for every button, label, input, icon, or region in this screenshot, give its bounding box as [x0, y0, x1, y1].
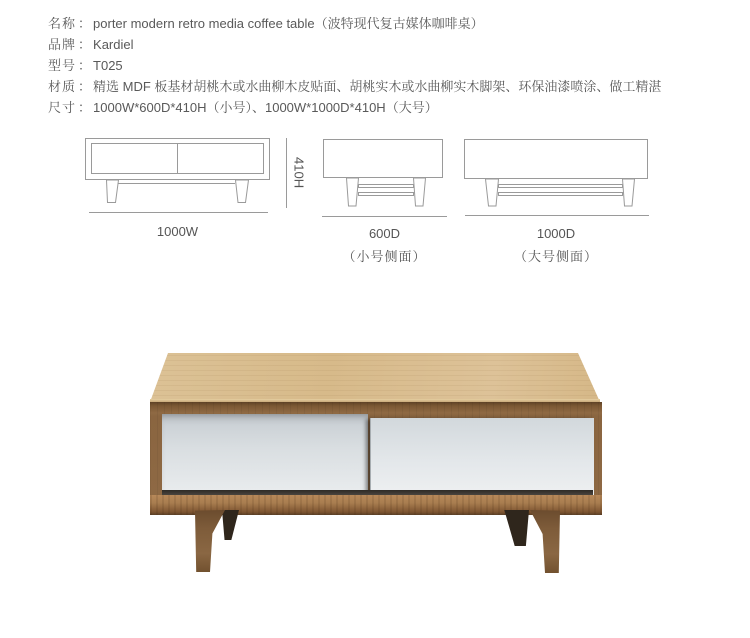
side-small-width-label: 600D	[368, 226, 401, 241]
spec-value: 精选 MDF 板基材胡桃木或水曲柳木皮贴面、胡桃实木或水曲柳实木脚架、环保油漆喷涂、做工精湛	[93, 79, 662, 94]
spec-row-size	[48, 97, 661, 118]
spec-separator: ：	[78, 58, 92, 73]
back-right-leg-shadow	[503, 510, 529, 546]
right-leg-outline	[236, 180, 249, 203]
spec-separator: ：	[78, 16, 92, 31]
spec-value: 1000W*600D*410H（小号）、1000W*1000D*410H（大号）	[93, 100, 438, 115]
left-leg-outline	[486, 179, 499, 206]
spec-label: 材质	[48, 79, 77, 94]
spec-separator: ：	[78, 100, 92, 115]
spec-value: T025	[93, 58, 123, 73]
spec-row-name	[48, 13, 661, 34]
spec-label: 尺寸	[48, 100, 77, 115]
sliding-door-left	[162, 414, 368, 490]
spec-value: porter modern retro media coffee table（波特现代复古媒体咖啡桌）	[93, 16, 484, 31]
side-large-width-label: 1000D	[536, 226, 576, 241]
spec-row-brand	[48, 34, 661, 55]
right-leg-outline	[623, 179, 635, 206]
front-width-label: 1000W	[156, 224, 199, 239]
upper-stretcher-outline	[359, 185, 414, 188]
side-view-large-diagram	[463, 139, 649, 219]
front-left-leg	[195, 510, 225, 572]
right-leg-outline	[414, 178, 426, 206]
front-right-leg	[530, 510, 560, 573]
cabinet-outline	[324, 140, 443, 178]
spec-row-material	[48, 76, 661, 97]
cabinet-outline	[465, 140, 648, 179]
spec-row-model	[48, 55, 661, 76]
upper-stretcher-outline	[499, 185, 623, 188]
product-photo	[145, 350, 607, 578]
back-left-leg-shadow	[222, 510, 239, 540]
spec-list	[48, 13, 661, 118]
spec-label: 名称	[48, 16, 77, 31]
side-view-small-diagram	[322, 139, 447, 219]
lower-stretcher-outline	[359, 193, 414, 196]
left-leg-outline	[107, 180, 119, 203]
side-large-caption: （大号侧面）	[513, 249, 598, 264]
front-view-diagram	[85, 138, 270, 218]
spec-value: Kardiel	[93, 37, 134, 52]
sliding-door-right	[370, 418, 594, 496]
side-view-small-drawing	[322, 139, 447, 219]
left-leg-outline	[347, 178, 359, 206]
table-top	[145, 350, 607, 405]
side-small-caption: （小号侧面）	[342, 249, 427, 264]
spec-separator: ：	[78, 37, 92, 52]
height-label: 410H	[291, 157, 307, 189]
spec-separator: ：	[78, 79, 92, 94]
side-view-large-drawing	[463, 139, 649, 219]
spec-label: 型号	[48, 58, 77, 73]
front-view-drawing	[85, 138, 270, 218]
spec-label: 品牌	[48, 37, 77, 52]
cabinet-front-frame	[150, 402, 602, 515]
lower-stretcher-outline	[499, 193, 623, 196]
height-dimension-line	[286, 138, 287, 208]
